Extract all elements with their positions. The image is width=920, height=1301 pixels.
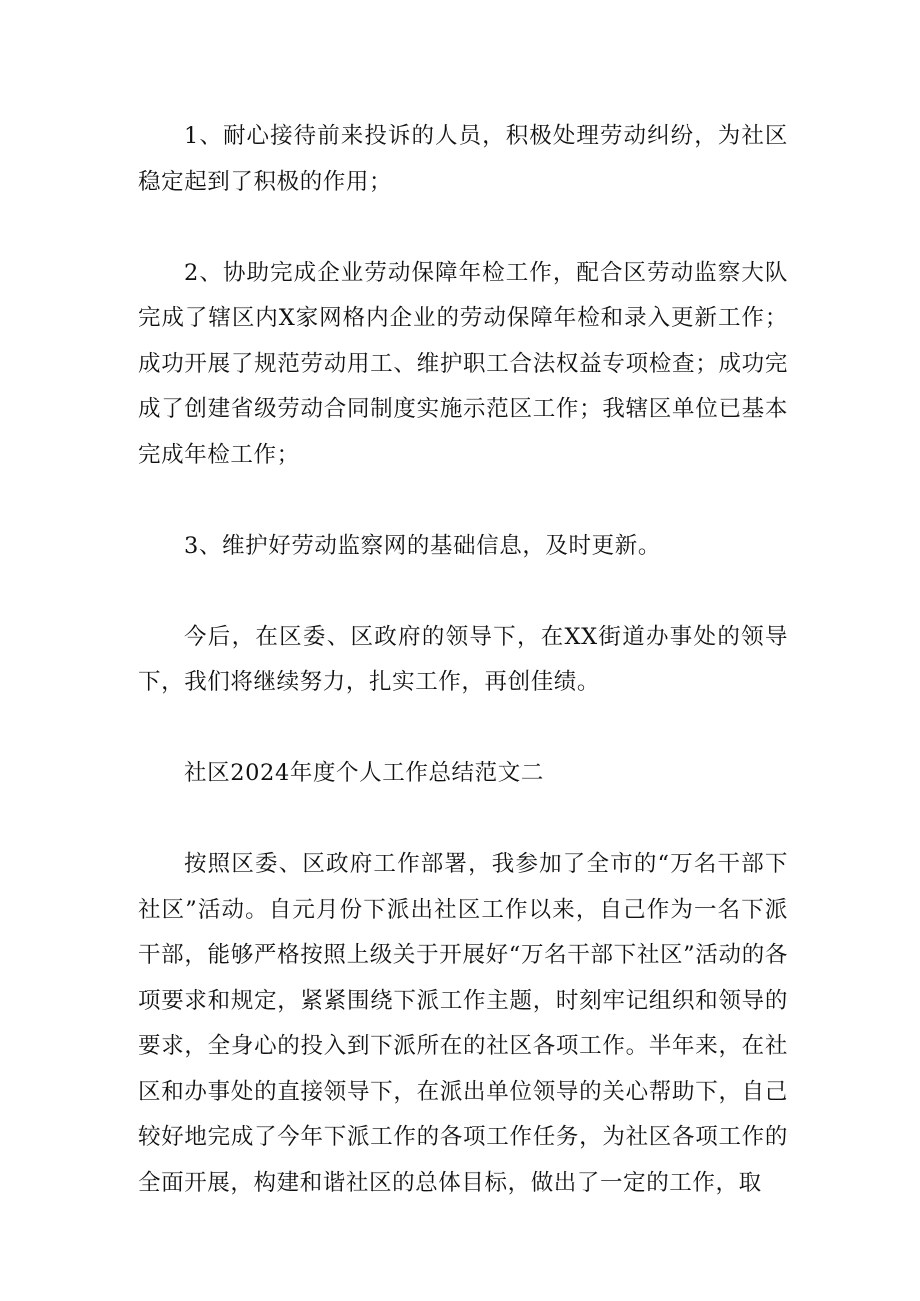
paragraph-gap [138,706,788,752]
paragraph-item-1: 1、耐心接待前来投诉的人员，积极处理劳动纠纷，为社区稳定起到了积极的作用； [138,123,788,195]
document-body [138,114,788,1206]
paragraph-gap [138,478,788,524]
paragraph-gap [138,797,788,843]
paragraph-gap [138,569,788,615]
paragraph-closing: 今后，在区委、区政府的领导下，在XX街道办事处的领导下，我们将继续努力，扎实工作，再创佳绩。 [138,623,788,695]
paragraph-item-2: 2、协助完成企业劳动保障年检工作，配合区劳动监察大队完成了辖区内X家网格内企业的劳动保障年检和录入更新工作；成功开展了规范劳动用工、维护职工合法权益专项检查；成功完成了创建省级劳动合同制度实施示范区工作；我辖区单位已基本完成年检工作； [138,259,788,468]
section-title: 社区2024年度个人工作总结范文二 [184,760,544,786]
paragraph-item-3: 3、维护好劳动监察网的基础信息，及时更新。 [184,532,661,559]
paragraph-gap [138,205,788,251]
body-paragraph: 按照区委、区政府工作部署，我参加了全市的“万名干部下社区”活动。自元月份下派出社区工作以来，自己作为一名下派干部，能够严格按照上级关于开展好“万名干部下社区”活动的各项要求和规定，紧紧围绕下派工作主题，时刻牢记组织和领导的要求，全身心的投入到下派所在的社区各项工作。半年来，在社区和办事处的直接领导下，在派出单位领导的关心帮助下，自己较好地完成了今年下派工作的各项工作任务，为社区各项工作的全面开展，构建和谐社区的总体目标，做出了一定的工作，取 [138,851,788,1196]
